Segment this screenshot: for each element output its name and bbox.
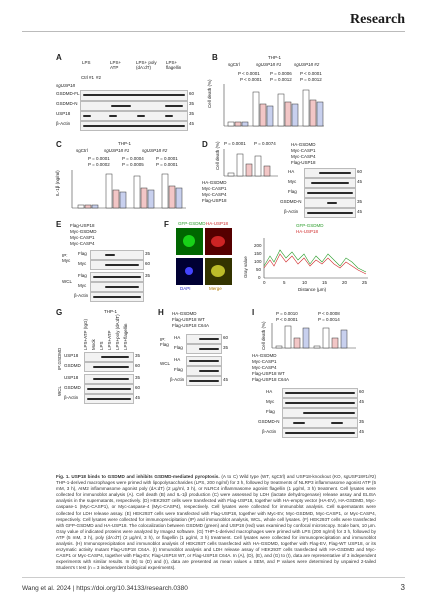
panel-f-xtick-5: 5 xyxy=(283,280,286,285)
panel-i-row-1: HA-GSDMD xyxy=(252,353,277,358)
panel-a-blot-actin xyxy=(80,121,188,131)
panel-i-ylabel: Cell death (%) xyxy=(261,321,266,350)
panel-i-p3: P < 0.0008 xyxy=(318,311,340,316)
panel-h-kda-1: 60 xyxy=(223,335,229,340)
panel-c-legend-1: sgCtrl xyxy=(76,148,88,153)
panel-c-chart xyxy=(64,168,189,212)
panel-h-blot-wcl-ha xyxy=(186,356,222,366)
panel-g-lane-3: LPS xyxy=(99,341,104,350)
panel-i-row-2: Myc-CASP1 xyxy=(252,359,277,364)
panel-g-label-4: GSDMD xyxy=(64,385,81,390)
panel-i-blot-ha xyxy=(282,388,358,398)
panel-b-p3: P = 0.0006 xyxy=(270,71,292,76)
panel-g-side-wcl: WCL xyxy=(57,386,62,396)
panel-f-legend-1: GFP-GSDMD xyxy=(296,223,324,228)
panel-d-blot-ha xyxy=(304,168,356,178)
panel-d-blot-row-1: Myc-CASP1 xyxy=(291,148,316,153)
panel-e-side-wcl: WCL xyxy=(62,279,72,284)
panel-a-letter: A xyxy=(56,53,62,62)
panel-f-legend-2: HA-USP18 xyxy=(296,229,319,234)
footer-separator: | xyxy=(72,585,77,592)
panel-i-kda-1: 60 xyxy=(359,389,365,394)
panel-i-blot-gsdmd-n xyxy=(282,418,358,428)
panel-g-lane-6: LPS+flagellin xyxy=(123,323,128,350)
caption-body: (A to C) Wild type (WT, sgCtrl) and USP18-knockout (KO, sgUSP18#1/#2) THP-1-derived macrophages were primed with lipopolysaccharides (LPS, 200 ng/ml) for 3 h, followed by treatments of NLRP3 inflammasome agonist ATP (5 mM, 3 h), AIM2 inflammasome agonist poly (dA:dT) (2 μg/ml, 3 h), or NLRC4 inflammasome agonist flagellin (1 μg/ml, 3 h) treatment. Cell lysates were collected for immunoblot analysis (A). Cell death (B) and IL-1β production (C) were assessed by LDH (lactate dehydrogenase) release assay and ELISA analysis in the supernatants, respectively. (D) HEK293T cells were transfected with Flag-USP18, together with HA-empty vector (HA-EV), HA-GSDMD, Myc-caspase-1 (Myc-CASP1), or Myc-caspase-4 (Myc-CASP4), respectively. Cell lysates were collected for immunoblot analysis. Cell supernatants were collected for LDH release assay. (E) HEK293T cells were transfected with Flag-USP18, together with Myc-EV, Myc-GSDMD, Myc-CASP1, or Myc-CASP4, respectively. Cell lysates were collected for immunoprecipitation (IP) and immunoblot analysis, WCL, whole cell lysates. (F) HEK293T cells were transfected with GFP-GSDMD and HA-USP18. The colocalization between GSDMD (green) and USP18 (red) was examined by confocal microscopy. Scale bars, 10 μm. Gray value of indicated proteins were analyzed by ImageJ software. (G) THP-1-derived macrophages were primed with LPS (200 ng/ml) for 3 h, followed by ATP (5 mM, 3 h), poly (dA:dT) (2 μg/ml, 3 h), or flagellin (1 μg/ml, 3 h) treatment. Cell lysates were collected for immunoprecipitation and immunoblot analysis. (H) Immunoprecipitation and immunoblot analysis of HEK293T cells transfected with HA-GSDMD, together with Flag-EV, Flag-WT USP18, or its enzymatic activity mutant Flag-USP18 C64A. (I) Immunoblot analysis and LDH release assay of HEK293T cells transfected with HA-GSDMD and Myc-CASP1 or Myc-CASP4, together with Flag-EV, Flag-USP18 WT, or Flag-USP18 C64A. In (A), (D), (E), and (G) to (I), data are representative of 3 independent experiments with similar results. In (B) to (D) and (I), data are presented as mean values ± SEM, and P values were determined by unpaired 2-tailed Student’s t test (n = 3 independent biological experiments). xyxy=(56,474,377,571)
panel-a-group-3: LPS+ poly (dA:dT) xyxy=(136,60,157,70)
panel-h-side-wcl: WCL xyxy=(160,361,170,366)
panel-d-row-1: HA-GSDMD xyxy=(202,180,227,185)
panel-h-kda-3: 45 xyxy=(223,377,229,382)
panel-b-p4: P = 0.0012 xyxy=(270,77,292,82)
panel-c-letter: C xyxy=(56,140,62,149)
panel-f-xtick-0: 0 xyxy=(263,280,266,285)
footer-rule xyxy=(22,577,405,578)
panel-i-row-3: Myc-CASP4 xyxy=(252,365,277,370)
panel-c-legend-2: sgUSP18 #1 xyxy=(104,148,130,153)
panel-d-kda-1: 60 xyxy=(357,169,363,174)
panel-e-blot-wcl-myc xyxy=(90,282,144,292)
panel-g-label-2: GSDMD xyxy=(64,363,81,368)
panel-d-blot-row-3: Flag-USP18 xyxy=(291,160,316,165)
panel-d-p1: P = 0.0001 xyxy=(224,141,246,146)
journal-name: Research xyxy=(350,12,405,27)
panel-f-xtick-15: 15 xyxy=(322,280,328,285)
panel-d-p2: P = 0.0074 xyxy=(254,141,276,146)
panel-b-letter: B xyxy=(212,53,218,62)
panel-b-title: THP-1 xyxy=(268,55,282,60)
panel-f-img-label-1: GFP-GSDMD xyxy=(178,221,206,226)
panel-i-p1: P = 0.0010 xyxy=(276,311,298,316)
panel-f-ytick-200: 200 xyxy=(254,243,262,248)
panel-a-kda-3: 35 xyxy=(189,111,195,116)
panel-i-row-5: Flag-USP18 C64A xyxy=(252,377,290,382)
panel-i-label-flag: Flag xyxy=(266,409,275,414)
panel-a-lane-1: #1 xyxy=(89,75,95,80)
panel-e-letter: E xyxy=(56,220,62,229)
panel-i-letter: I xyxy=(252,308,255,317)
panel-h-label-2: Flag xyxy=(174,345,183,350)
panel-g-label-3: USP18 xyxy=(64,375,79,380)
panel-a-row-prefix: sgUSP18 xyxy=(56,83,76,88)
panel-e-side-ip: IP: Myc xyxy=(62,253,71,263)
panel-f-ylabel: Gray value xyxy=(243,256,248,278)
panel-d-blot-row-2: Myc-CASP4 xyxy=(291,154,316,159)
panel-e-blot-wcl-actin xyxy=(90,292,144,302)
panel-e-row-1: Flag-USP18 xyxy=(70,223,95,228)
panel-a-kda-1: 60 xyxy=(189,91,195,96)
panel-h-row-3: Flag-USP18 C64A xyxy=(172,323,210,328)
panel-f-image-gfp xyxy=(176,228,203,255)
panel-f-xtick-25: 25 xyxy=(362,280,368,285)
panel-i-kda-4: 45 xyxy=(359,429,365,434)
panel-f-ytick-100: 100 xyxy=(254,259,262,264)
panel-h-kda-2: 35 xyxy=(223,345,229,350)
panel-e-row-3: Myc-CASP1 xyxy=(70,235,95,240)
panel-f-image-dapi xyxy=(176,258,203,285)
panel-i-label-myc: Myc xyxy=(266,399,275,404)
panel-b-ylabel: Cell death (%) xyxy=(207,79,212,108)
panel-g-letter: G xyxy=(56,308,63,317)
panel-f-xtick-20: 20 xyxy=(342,280,348,285)
panel-d-label-myc: Myc xyxy=(288,179,297,184)
panel-a-blot-gsdmd-fl xyxy=(80,90,188,101)
panel-g-side-ip: IP:GSDMD xyxy=(57,347,62,370)
panel-a-group-4: LPS+ flagellin xyxy=(166,60,182,70)
panel-d-row-2: Myc-CASP1 xyxy=(202,186,227,191)
panel-d-label-actin: β-Actin xyxy=(284,209,299,214)
panel-g-kda-1: 35 xyxy=(135,353,141,358)
panel-i-label-actin: β-Actin xyxy=(262,429,277,434)
panel-e-kda-3: 35 xyxy=(145,273,151,278)
panel-g-kda-5: 45 xyxy=(135,395,141,400)
panel-a-blot-gsdmd-n xyxy=(80,101,188,111)
panel-g-label-1: USP18 xyxy=(64,353,79,358)
panel-f-ytick-50: 50 xyxy=(256,267,262,272)
panel-h-label-5: β-Actin xyxy=(170,377,185,382)
panel-i-blot-myc xyxy=(282,398,358,408)
panel-b-chart xyxy=(216,82,326,144)
panel-a-kda-2: 35 xyxy=(189,101,195,106)
panel-b-p6: P = 0.0012 xyxy=(300,77,322,82)
panel-g-title: THP-1 xyxy=(104,309,118,314)
panel-d-letter: D xyxy=(202,140,208,149)
figure-caption xyxy=(56,474,376,572)
panel-d-kda-2: 45 xyxy=(357,179,363,184)
panel-a-blot-usp18 xyxy=(80,111,188,121)
panel-h-letter: H xyxy=(158,308,164,317)
panel-b-legend-2: sgUSP18 #1 xyxy=(256,62,282,67)
panel-h-label-4: Flag xyxy=(174,367,183,372)
caption-title: Fig. 1. USP18 binds to GSDMD and inhibits GSDMD-mediated pyroptosis. xyxy=(56,474,220,479)
panel-f-xtick-10: 10 xyxy=(302,280,308,285)
panel-a-lane-ctrl: Ctrl xyxy=(81,75,88,80)
panel-d-blot-myc xyxy=(304,178,356,188)
panel-g-blot-wcl-gsdmd xyxy=(84,384,134,394)
panel-e-label-4: Myc xyxy=(78,283,87,288)
footer-citation: Wang et al. 2024 xyxy=(22,585,71,592)
panel-f-image-ha xyxy=(205,228,232,255)
panel-h-row-2: Flag-USP18 WT xyxy=(172,317,205,322)
panel-g-blot-ip-usp18 xyxy=(84,352,134,362)
panel-g-lane-5: LPS+poly (dA:dT) xyxy=(115,314,120,350)
panel-d-blot-header: HA-GSDMD xyxy=(291,142,316,147)
panel-c-p5: P = 0.0001 xyxy=(156,156,178,161)
panel-f-img-label-2: HA-USP18 xyxy=(206,221,229,226)
panel-d-blot-flag xyxy=(304,188,356,198)
panel-f-img-label-3: DAPI xyxy=(180,286,191,291)
panel-f-image-merge xyxy=(205,258,232,285)
panel-f-chart xyxy=(256,236,372,286)
panel-h-side-ip: IP: Flag xyxy=(160,337,169,347)
panel-e-blot-wcl-flag xyxy=(90,272,144,282)
panel-a-row-2: GSDMD-N xyxy=(56,101,78,106)
panel-b-p1: P < 0.0001 xyxy=(238,71,260,76)
panel-i-label-gsdmd-n: GSDMD-N xyxy=(258,419,280,424)
panel-d-chart xyxy=(220,148,280,178)
panel-b-p5: P < 0.0001 xyxy=(300,71,322,76)
panel-h-label-1: HA xyxy=(174,335,181,340)
panel-a-row-3: USP18 xyxy=(56,111,71,116)
panel-g-blot-wcl-usp18 xyxy=(84,374,134,384)
panel-a-row-4: β-Actin xyxy=(56,121,71,126)
panel-c-ylabel: IL-1β (ng/ml) xyxy=(55,170,60,196)
panel-h-blot-ip-flag xyxy=(186,344,222,354)
panel-c-p2: P = 0.0002 xyxy=(88,162,110,167)
panel-e-label-3: Flag xyxy=(78,273,87,278)
panel-i-row-4: Flag-USP18 WT xyxy=(252,371,285,376)
panel-d-label-gsdmd-n: GSDMD-N xyxy=(280,199,302,204)
panel-e-kda-2: 60 xyxy=(145,261,151,266)
panel-i-p4: P = 0.0014 xyxy=(318,317,340,322)
panel-i-kda-3: 35 xyxy=(359,419,365,424)
panel-b-p2: P < 0.0001 xyxy=(240,77,262,82)
panel-a-lane-2: #2 xyxy=(96,75,102,80)
panel-f-img-label-4: Merge xyxy=(209,286,222,291)
panel-e-row-2: Myc-GSDMD xyxy=(70,229,97,234)
panel-f-letter: F xyxy=(164,220,169,229)
panel-h-blot-ip-ha xyxy=(186,334,222,344)
panel-i-label-ha: HA xyxy=(266,389,273,394)
panel-e-blot-ip-flag xyxy=(90,250,144,260)
panel-d-label-ha: HA xyxy=(288,169,295,174)
panel-e-blot-ip-myc xyxy=(90,260,144,270)
panel-f-ytick-0: 0 xyxy=(258,275,261,280)
panel-c-title: THP-1 xyxy=(118,141,132,146)
panel-i-chart xyxy=(268,322,358,350)
panel-g-kda-2: 60 xyxy=(135,363,141,368)
panel-g-kda-4: 60 xyxy=(135,385,141,390)
panel-f-ytick-150: 150 xyxy=(254,251,262,256)
panel-h-blot-wcl-flag xyxy=(186,366,222,376)
header-rule xyxy=(22,31,405,32)
panel-b-legend-1: sgCtrl xyxy=(228,62,240,67)
page-number: 3 xyxy=(400,583,405,592)
panel-g-label-5: β-Actin xyxy=(64,395,79,400)
panel-i-p2: P < 0.0001 xyxy=(276,317,298,322)
panel-e-label-2: Myc xyxy=(78,261,87,266)
panel-d-kda-4: 45 xyxy=(357,209,363,214)
panel-h-blot-wcl-actin xyxy=(186,376,222,386)
panel-a-group-2: LPS+ ATP xyxy=(110,60,122,70)
panel-g-lane-1: LPS+ATP (IgG) xyxy=(83,319,88,350)
panel-c-p6: P = 0.0001 xyxy=(156,162,178,167)
panel-g-lane-4: LPS+ATP xyxy=(107,330,112,350)
panel-h-label-3: HA xyxy=(174,357,181,362)
panel-e-label-5: β-Actin xyxy=(74,293,89,298)
panel-i-blot-flag xyxy=(282,408,358,418)
panel-d-label-flag: Flag xyxy=(288,189,297,194)
panel-c-p3: P = 0.0004 xyxy=(122,156,144,161)
panel-g-blot-ip-gsdmd xyxy=(84,362,134,372)
footer-citation-line xyxy=(22,585,188,592)
panel-i-kda-2: 45 xyxy=(359,399,365,404)
panel-d-row-4: Flag-USP18 xyxy=(202,198,227,203)
panel-a-row-1: GSDMD-FL xyxy=(56,91,80,96)
panel-b-legend-3: sgUSP18 #2 xyxy=(294,62,320,67)
panel-d-kda-3: 35 xyxy=(357,199,363,204)
panel-c-p4: P = 0.0005 xyxy=(122,162,144,167)
panel-d-ylabel: Cell death (%) xyxy=(215,141,220,170)
footer-doi-link[interactable]: https://doi.org/10.34133/research.0380 xyxy=(76,585,188,592)
figure-1 xyxy=(56,50,376,468)
panel-a-kda-4: 45 xyxy=(189,121,195,126)
panel-d-row-3: Myc-CASP4 xyxy=(202,192,227,197)
panel-a-group-1: LPS xyxy=(82,60,91,65)
panel-f-xlabel: Distance (μm) xyxy=(298,287,327,292)
panel-c-legend-3: sgUSP18 #2 xyxy=(142,148,168,153)
panel-g-lane-2: Mock xyxy=(91,339,96,350)
panel-g-kda-3: 35 xyxy=(135,375,141,380)
panel-d-blot-gsdmd-n xyxy=(304,198,356,208)
panel-e-label-1: Flag xyxy=(78,251,87,256)
panel-e-kda-1: 35 xyxy=(145,251,151,256)
panel-h-row-1: HA-GSDMD xyxy=(172,311,197,316)
panel-e-row-4: Myc-CASP4 xyxy=(70,241,95,246)
panel-d-blot-actin xyxy=(304,208,356,218)
panel-g-blot-wcl-actin xyxy=(84,394,134,404)
panel-c-p1: P = 0.0001 xyxy=(88,156,110,161)
panel-i-blot-actin xyxy=(282,428,358,438)
